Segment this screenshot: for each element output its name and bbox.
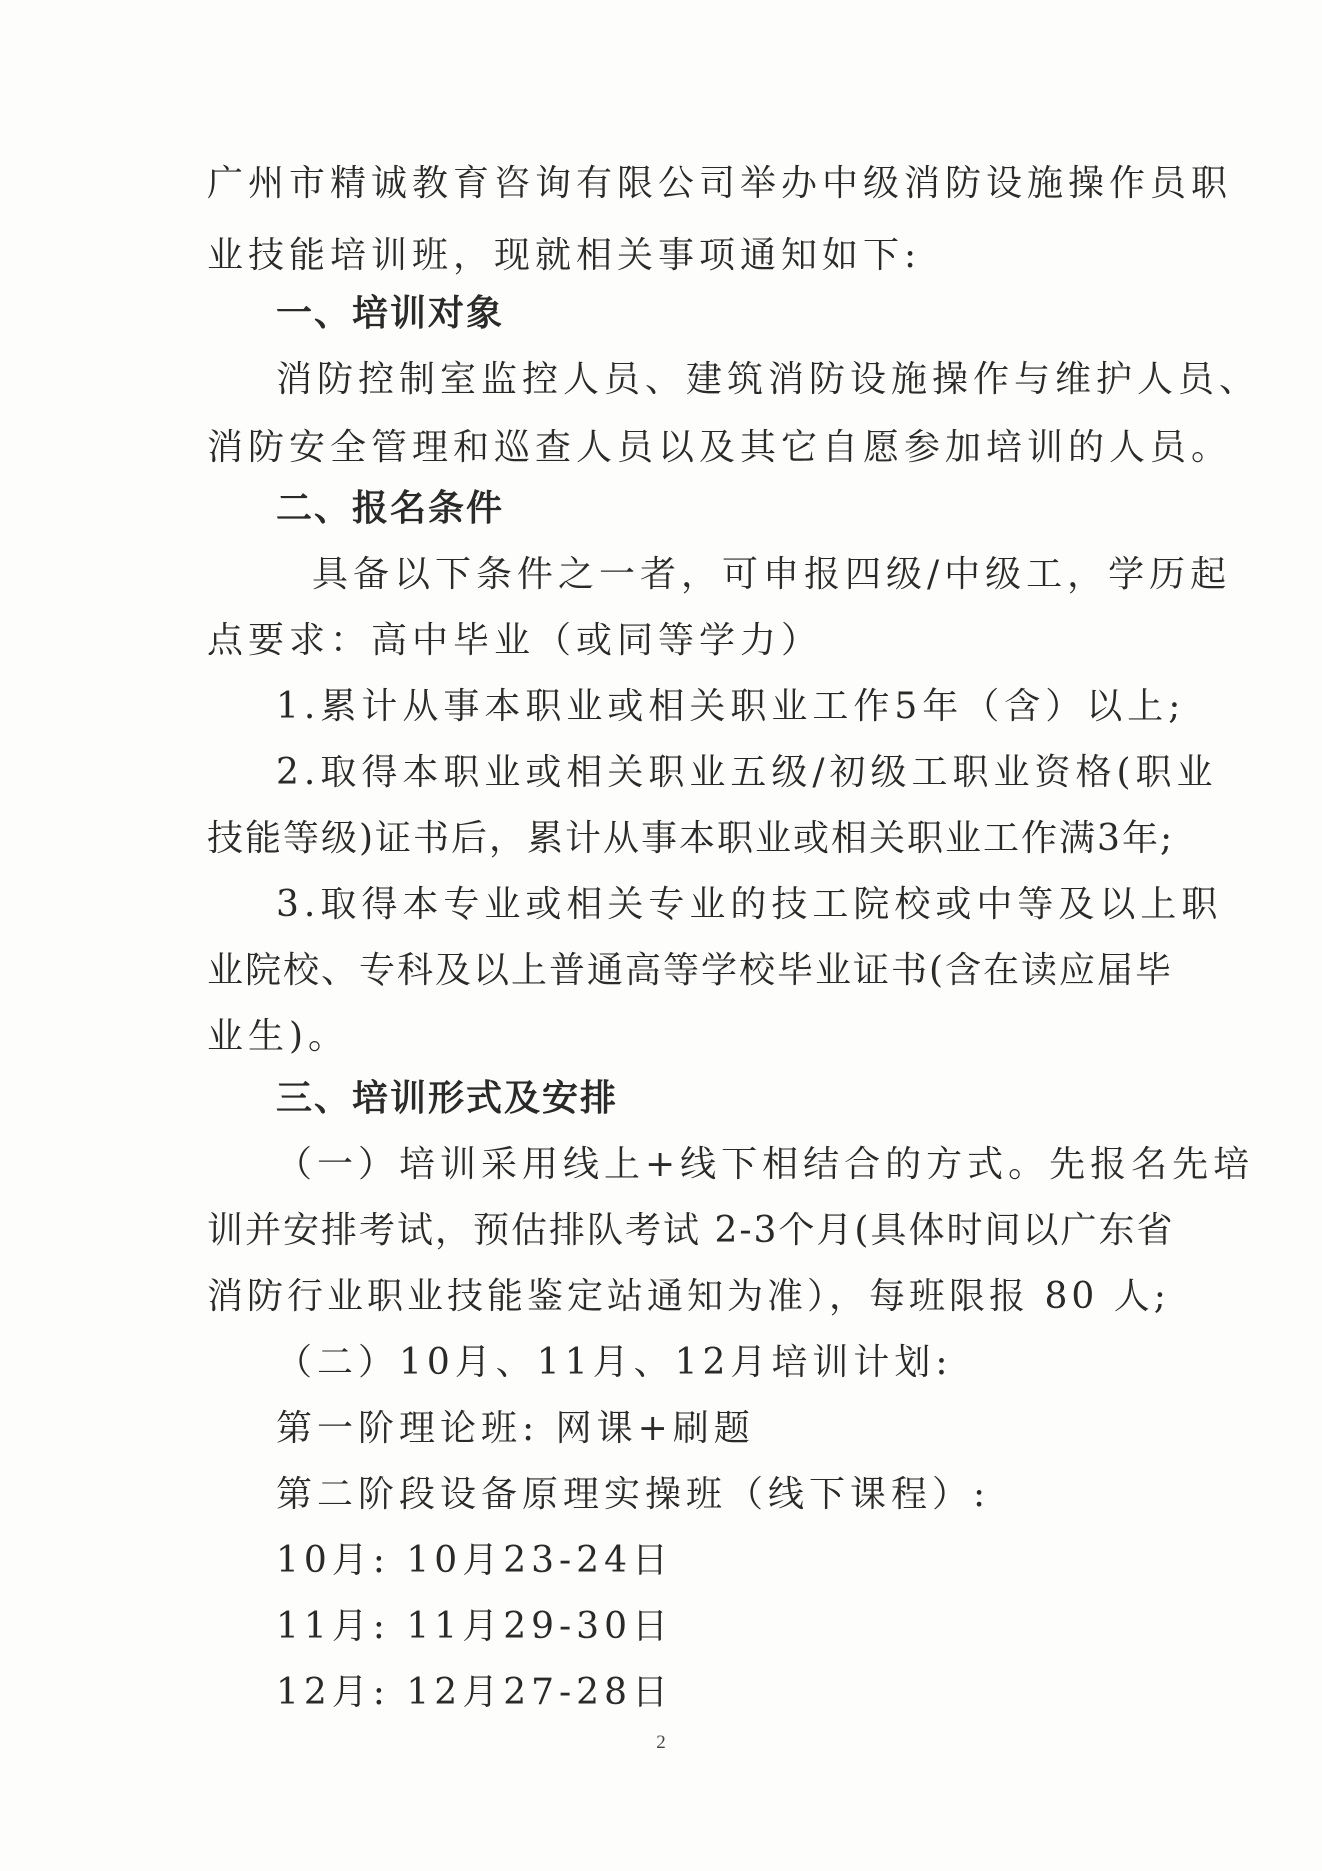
- section3-line-3: 消防行业职业技能鉴定站通知为准），每班限报 80 人;: [207, 1276, 1170, 1317]
- intro-line-2: 业技能培训班，现就相关事项通知如下:: [207, 235, 922, 276]
- training-plan-title: （二）10月、11月、12月培训计划:: [276, 1342, 953, 1383]
- condition-3-line-3: 业生)。: [207, 1016, 350, 1057]
- phase-1-theory: 第一阶理论班: 网课+刷题: [276, 1408, 755, 1449]
- condition-1: 1.累计从事本职业或相关职业工作5年（含）以上;: [276, 686, 1186, 727]
- condition-2-line-2: 技能等级)证书后，累计从事本职业或相关职业工作满3年;: [207, 818, 1175, 859]
- condition-3-line-2: 业院校、专科及以上普通高等学校毕业证书(含在读应届毕: [207, 950, 1174, 991]
- condition-3-line-1: 3.取得本专业或相关专业的技工院校或中等及以上职: [276, 884, 1223, 925]
- section3-line-2: 训并安排考试，预估排队考试 2-3个月(具体时间以广东省: [207, 1210, 1175, 1251]
- section-heading-training-format: 三、培训形式及安排: [276, 1078, 619, 1119]
- section2-line-2: 点要求：高中毕业（或同等学力）: [207, 620, 823, 661]
- section1-line-1: 消防控制室监控人员、建筑消防设施操作与维护人员、: [276, 359, 1261, 400]
- schedule-november: 11月: 11月29-30日: [276, 1606, 673, 1647]
- intro-line-1: 广州市精诚教育咨询有限公司举办中级消防设施操作员职: [207, 163, 1233, 204]
- section-heading-training-target: 一、培训对象: [276, 293, 505, 334]
- condition-2-line-1: 2.取得本职业或相关职业五级/初级工职业资格(职业: [276, 752, 1218, 793]
- schedule-october: 10月: 10月23-24日: [276, 1540, 673, 1581]
- phase-2-practical: 第二阶段设备原理实操班（线下课程）:: [276, 1474, 991, 1515]
- section-heading-registration-conditions: 二、报名条件: [276, 488, 505, 529]
- section3-line-1: （一）培训采用线上+线下相结合的方式。先报名先培: [276, 1144, 1255, 1185]
- section1-line-2: 消防安全管理和巡查人员以及其它自愿参加培训的人员。: [207, 427, 1233, 468]
- schedule-december: 12月: 12月27-28日: [276, 1672, 673, 1713]
- page-number: 2: [656, 1732, 666, 1753]
- section2-line-1: 具备以下条件之一者，可申报四级/中级工，学历起: [312, 554, 1232, 595]
